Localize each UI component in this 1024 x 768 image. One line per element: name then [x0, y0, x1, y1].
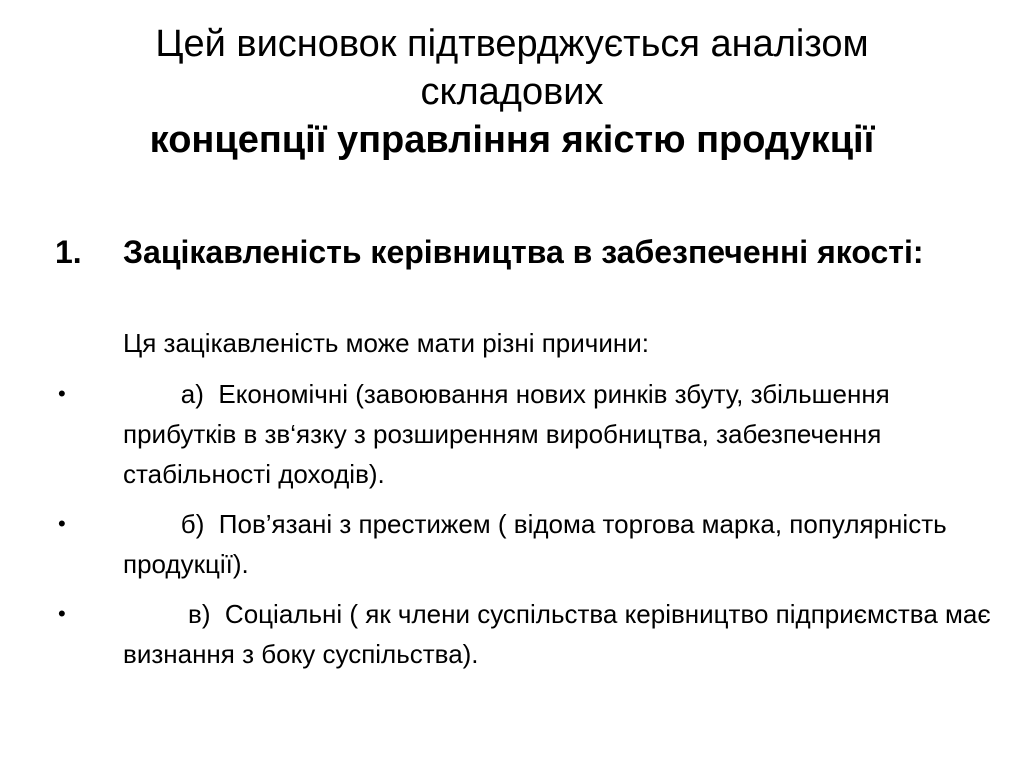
bullet-prestige: б) Пов’язані з престижем ( відома торгова марка, популярність продукції).	[123, 509, 954, 579]
bullet-social: в) Соціальні ( як члени суспільства керівництво підприємства має визнання з боку суспільства).	[123, 599, 998, 669]
title-line-2: складових	[420, 71, 604, 113]
bullet-economic: а) Економічні (завоювання нових ринків збуту, збільшення прибутків в зв‘язку з розширенням виробництва, забезпечення стабільності доходів).	[123, 379, 897, 489]
bullet-marker: •	[58, 381, 66, 406]
bullet-marker: •	[58, 601, 66, 626]
point-intro: Ця зацікавленість може мати різні причини:	[123, 328, 649, 358]
bullet-marker: •	[58, 511, 66, 536]
point-heading: Зацікавленість керівництва в забезпеченні якості:	[123, 234, 924, 270]
point-number: 1.	[55, 234, 82, 270]
title-line-1: Цей висновок підтверджується аналізом	[155, 23, 869, 65]
title-line-3: концепції управління якістю продукції	[149, 119, 875, 161]
